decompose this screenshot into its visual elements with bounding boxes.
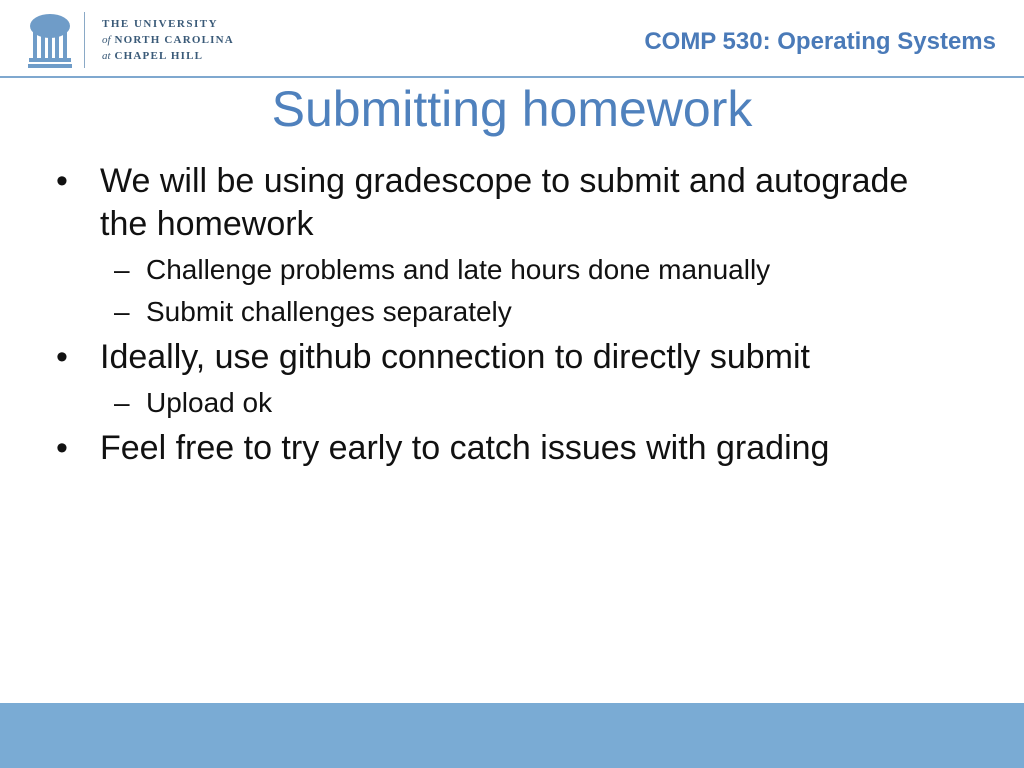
bullet-text: Feel free to try early to catch issues with grading xyxy=(100,429,830,467)
sub-bullet-marker: – xyxy=(114,254,130,285)
bullet-item xyxy=(56,427,956,470)
unc-logo xyxy=(28,10,258,70)
logo-text xyxy=(102,16,262,64)
bullet-item xyxy=(56,160,956,246)
logo-line-3: at CHAPEL HILL xyxy=(102,50,204,62)
sub-bullet-marker: – xyxy=(114,387,130,418)
slide-header xyxy=(0,0,1024,78)
bullet-text: We will be using gradescope to submit and autograde the homework xyxy=(100,162,909,243)
logo-line-2: of NORTH CAROLINA xyxy=(102,34,234,46)
bullet-marker: • xyxy=(56,338,68,376)
logo-line-1: THE UNIVERSITY xyxy=(102,18,219,30)
old-well-icon xyxy=(28,12,72,68)
logo-divider xyxy=(84,12,85,68)
course-title: COMP 530: Operating Systems xyxy=(644,28,996,55)
sub-bullet-item xyxy=(114,252,956,288)
sub-bullet-marker: – xyxy=(114,296,130,327)
sub-bullet-item xyxy=(114,294,956,330)
bullet-marker: • xyxy=(56,429,68,467)
sub-bullet-text: Upload ok xyxy=(146,387,273,418)
sub-bullet-item xyxy=(114,385,956,421)
sub-bullet-text: Submit challenges separately xyxy=(146,296,512,327)
sub-bullet-text: Challenge problems and late hours done manually xyxy=(146,254,771,285)
footer-bar xyxy=(0,703,1024,768)
slide-content xyxy=(56,160,956,472)
bullet-marker: • xyxy=(56,162,68,200)
slide-title: Submitting homework xyxy=(271,81,753,137)
bullet-item xyxy=(56,336,956,379)
bullet-text: Ideally, use github connection to directly submit xyxy=(100,338,810,376)
